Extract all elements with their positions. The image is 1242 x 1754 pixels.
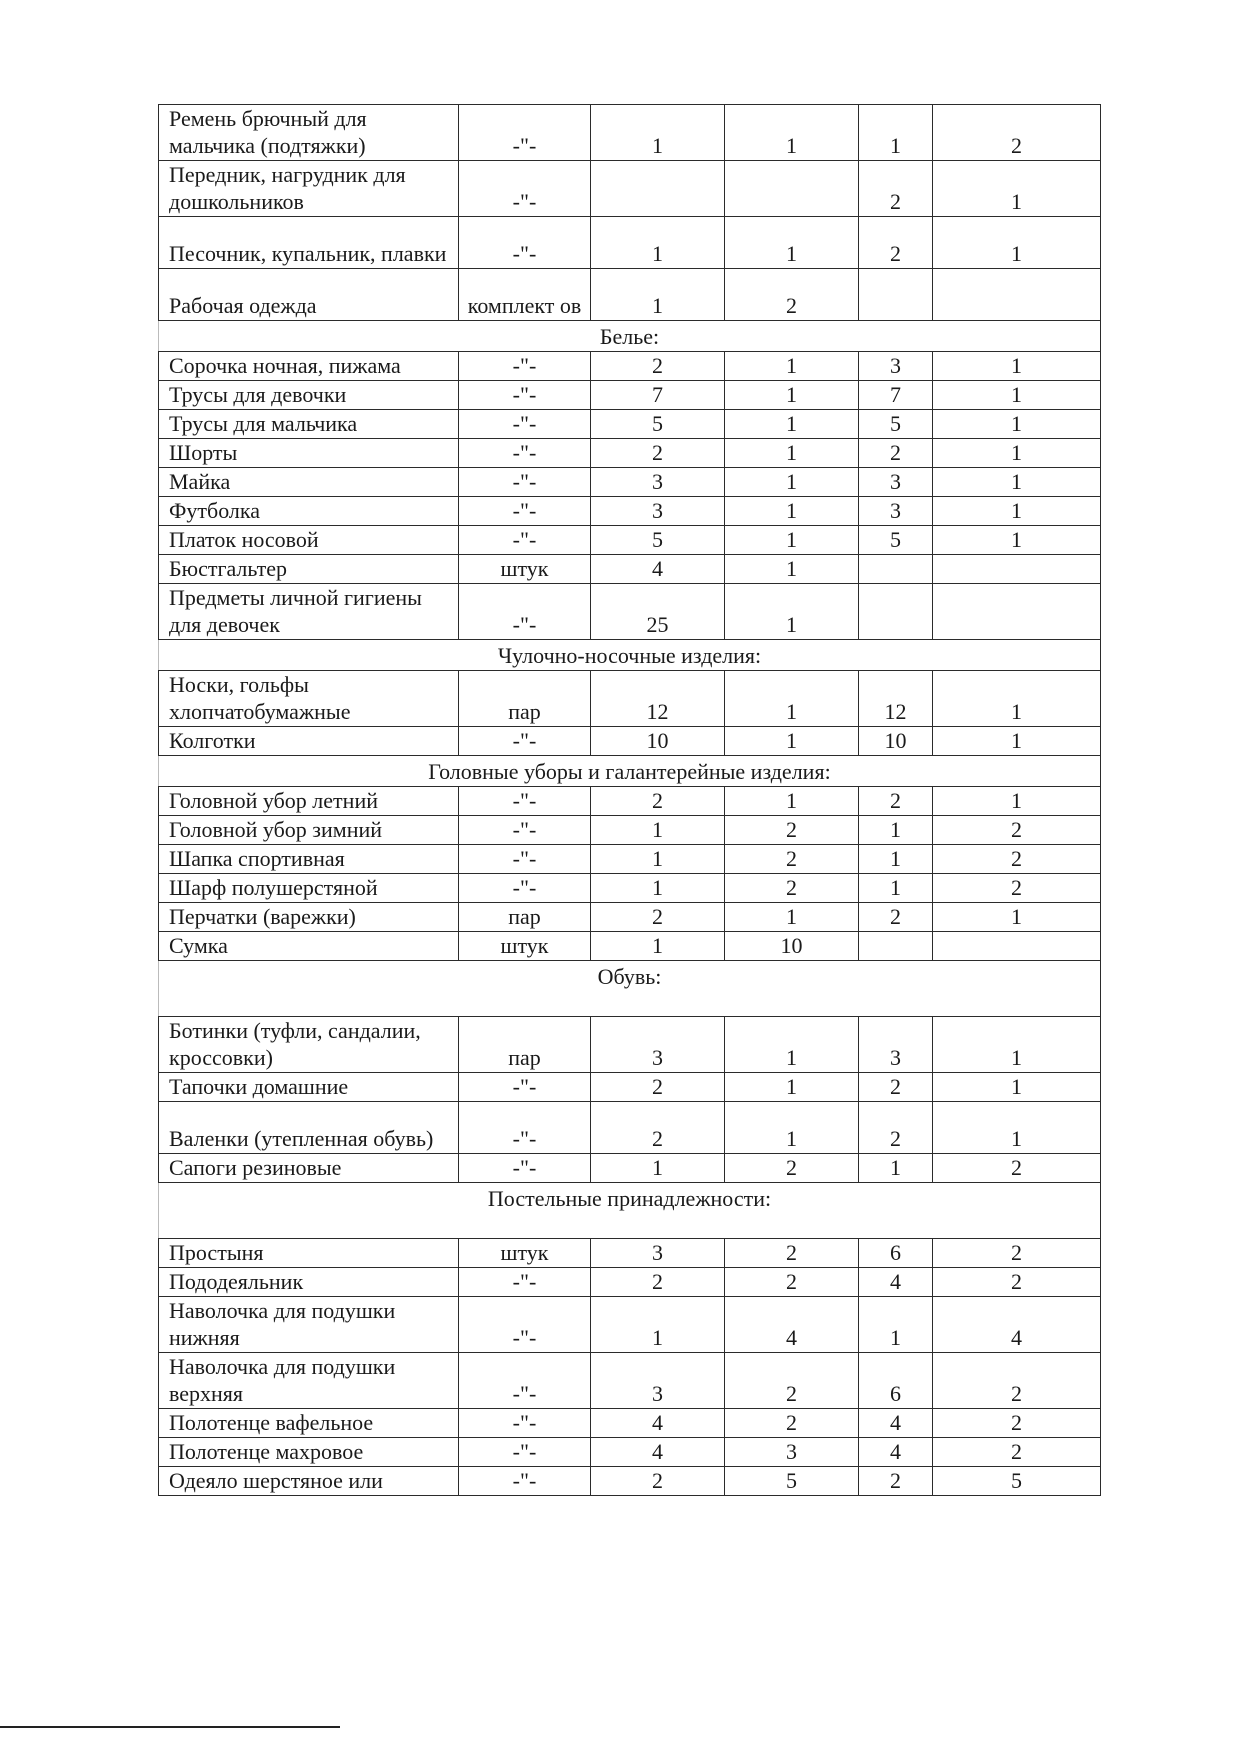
value-cell-3: 2 [859,439,933,468]
item-unit: пар [459,903,591,932]
item-unit: -"- [459,845,591,874]
item-name: Передник, нагрудник для дошкольников [159,161,459,217]
value-cell-4: 2 [933,845,1101,874]
table-row [159,903,1101,932]
table-row [159,555,1101,584]
value-cell-4: 1 [933,381,1101,410]
value-cell-4: 5 [933,1467,1101,1496]
item-unit: -"- [459,1297,591,1353]
item-name: Колготки [159,727,459,756]
table-row [159,217,1101,269]
value-cell-2: 1 [725,1017,859,1073]
value-cell-4: 1 [933,1073,1101,1102]
table-row [159,727,1101,756]
item-unit: -"- [459,1409,591,1438]
value-cell-2: 1 [725,903,859,932]
table-row [159,932,1101,961]
norms-table-body [159,105,1101,1496]
value-cell-3 [859,555,933,584]
value-cell-2: 2 [725,874,859,903]
value-cell-3: 1 [859,1154,933,1183]
value-cell-1: 2 [591,1467,725,1496]
value-cell-1 [591,161,725,217]
item-unit: штук [459,555,591,584]
item-unit: -"- [459,874,591,903]
value-cell-3: 3 [859,468,933,497]
value-cell-2: 2 [725,1268,859,1297]
item-unit: -"- [459,381,591,410]
value-cell-4: 1 [933,497,1101,526]
value-cell-1: 3 [591,497,725,526]
value-cell-2: 3 [725,1438,859,1467]
table-row [159,671,1101,727]
value-cell-4: 2 [933,1353,1101,1409]
norms-table [158,104,1101,1496]
value-cell-3: 5 [859,526,933,555]
table-row [159,1438,1101,1467]
value-cell-1: 1 [591,932,725,961]
value-cell-4: 2 [933,874,1101,903]
item-unit: -"- [459,1353,591,1409]
table-row [159,787,1101,816]
value-cell-2: 2 [725,1353,859,1409]
value-cell-2: 1 [725,584,859,640]
item-unit: -"- [459,1467,591,1496]
table-row [159,816,1101,845]
item-name: Бюстгальтер [159,555,459,584]
value-cell-2: 1 [725,727,859,756]
section-row [159,961,1101,1017]
value-cell-2: 2 [725,845,859,874]
value-cell-1: 5 [591,410,725,439]
item-name: Головной убор зимний [159,816,459,845]
item-name: Наволочка для подушки нижняя [159,1297,459,1353]
table-row [159,584,1101,640]
value-cell-1: 2 [591,1102,725,1154]
value-cell-1: 12 [591,671,725,727]
value-cell-4: 1 [933,410,1101,439]
table-row [159,1353,1101,1409]
value-cell-2: 1 [725,381,859,410]
value-cell-4: 2 [933,816,1101,845]
value-cell-2: 1 [725,1102,859,1154]
value-cell-4: 1 [933,468,1101,497]
value-cell-3: 6 [859,1353,933,1409]
table-row [159,410,1101,439]
value-cell-4 [933,269,1101,321]
item-unit: -"- [459,1154,591,1183]
item-unit: -"- [459,410,591,439]
item-name: Полотенце вафельное [159,1409,459,1438]
item-name: Шапка спортивная [159,845,459,874]
value-cell-2: 1 [725,439,859,468]
value-cell-1: 2 [591,903,725,932]
table-row [159,1154,1101,1183]
value-cell-4: 1 [933,526,1101,555]
value-cell-1: 4 [591,1409,725,1438]
item-unit: комплект ов [459,269,591,321]
item-name: Сумка [159,932,459,961]
value-cell-3: 6 [859,1239,933,1268]
value-cell-3: 3 [859,1017,933,1073]
value-cell-2: 2 [725,269,859,321]
value-cell-2: 10 [725,932,859,961]
value-cell-4: 1 [933,352,1101,381]
value-cell-2: 2 [725,1239,859,1268]
value-cell-4: 2 [933,1154,1101,1183]
value-cell-4: 1 [933,1017,1101,1073]
value-cell-2: 1 [725,671,859,727]
table-row [159,1297,1101,1353]
table-row [159,1239,1101,1268]
value-cell-3: 2 [859,1102,933,1154]
item-unit: -"- [459,584,591,640]
value-cell-1: 2 [591,1073,725,1102]
value-cell-1: 3 [591,468,725,497]
value-cell-4: 2 [933,1268,1101,1297]
table-row [159,497,1101,526]
value-cell-2: 1 [725,217,859,269]
item-name: Трусы для девочки [159,381,459,410]
section-row [159,756,1101,787]
item-name: Ботинки (туфли, сандалии, кроссовки) [159,1017,459,1073]
value-cell-4: 1 [933,217,1101,269]
table-row [159,1102,1101,1154]
section-title: Обувь: [159,961,1101,1017]
section-row [159,321,1101,352]
value-cell-3: 1 [859,874,933,903]
item-name: Головной убор летний [159,787,459,816]
value-cell-3: 12 [859,671,933,727]
value-cell-4: 1 [933,161,1101,217]
value-cell-3: 1 [859,1297,933,1353]
value-cell-2 [725,161,859,217]
page-bottom-rule [0,1726,340,1728]
value-cell-3: 2 [859,161,933,217]
item-unit: -"- [459,1102,591,1154]
value-cell-3: 4 [859,1438,933,1467]
item-name: Простыня [159,1239,459,1268]
value-cell-3: 2 [859,1073,933,1102]
value-cell-1: 7 [591,381,725,410]
item-unit: штук [459,1239,591,1268]
item-unit: -"- [459,217,591,269]
value-cell-3: 3 [859,352,933,381]
value-cell-3 [859,584,933,640]
value-cell-3: 7 [859,381,933,410]
value-cell-4: 2 [933,1438,1101,1467]
value-cell-2: 1 [725,105,859,161]
value-cell-1: 2 [591,439,725,468]
table-row [159,1017,1101,1073]
item-unit: -"- [459,727,591,756]
value-cell-1: 10 [591,727,725,756]
item-name: Предметы личной гигиены для девочек [159,584,459,640]
table-row [159,526,1101,555]
value-cell-2: 1 [725,468,859,497]
item-name: Пододеяльник [159,1268,459,1297]
value-cell-2: 1 [725,787,859,816]
item-name: Валенки (утепленная обувь) [159,1102,459,1154]
item-name: Сапоги резиновые [159,1154,459,1183]
item-unit: -"- [459,105,591,161]
item-name: Носки, гольфы хлопчатобумажные [159,671,459,727]
value-cell-2: 1 [725,352,859,381]
value-cell-4: 2 [933,1409,1101,1438]
table-row [159,105,1101,161]
item-name: Трусы для мальчика [159,410,459,439]
value-cell-4: 1 [933,727,1101,756]
item-name: Платок носовой [159,526,459,555]
value-cell-1: 1 [591,874,725,903]
value-cell-1: 4 [591,555,725,584]
table-row [159,845,1101,874]
item-name: Ремень брючный для мальчика (подтяжки) [159,105,459,161]
table-row [159,1073,1101,1102]
value-cell-3: 5 [859,410,933,439]
item-name: Полотенце махровое [159,1438,459,1467]
value-cell-2: 1 [725,555,859,584]
value-cell-2: 1 [725,497,859,526]
table-row [159,874,1101,903]
item-name: Шорты [159,439,459,468]
value-cell-4: 1 [933,671,1101,727]
value-cell-4: 1 [933,439,1101,468]
section-title: Головные уборы и галантерейные изделия: [159,756,1101,787]
value-cell-1: 3 [591,1017,725,1073]
value-cell-3: 3 [859,497,933,526]
table-row [159,352,1101,381]
value-cell-1: 1 [591,1297,725,1353]
section-row [159,640,1101,671]
table-row [159,381,1101,410]
item-unit: пар [459,1017,591,1073]
value-cell-1: 5 [591,526,725,555]
value-cell-1: 2 [591,352,725,381]
value-cell-3: 4 [859,1268,933,1297]
item-unit: -"- [459,787,591,816]
value-cell-2: 2 [725,816,859,845]
value-cell-3 [859,932,933,961]
item-name: Одеяло шерстяное или [159,1467,459,1496]
value-cell-4: 2 [933,105,1101,161]
value-cell-3 [859,269,933,321]
item-name: Сорочка ночная, пижама [159,352,459,381]
value-cell-4: 2 [933,1239,1101,1268]
value-cell-4 [933,584,1101,640]
value-cell-1: 2 [591,787,725,816]
value-cell-2: 1 [725,1073,859,1102]
value-cell-3: 1 [859,845,933,874]
value-cell-4: 1 [933,1102,1101,1154]
value-cell-4 [933,555,1101,584]
value-cell-3: 1 [859,105,933,161]
value-cell-2: 1 [725,526,859,555]
value-cell-1: 1 [591,816,725,845]
value-cell-2: 2 [725,1409,859,1438]
table-row [159,161,1101,217]
value-cell-3: 4 [859,1409,933,1438]
item-name: Футболка [159,497,459,526]
value-cell-2: 2 [725,1154,859,1183]
value-cell-1: 3 [591,1239,725,1268]
item-unit: -"- [459,1073,591,1102]
item-unit: -"- [459,497,591,526]
value-cell-3: 10 [859,727,933,756]
table-row [159,1409,1101,1438]
item-unit: -"- [459,161,591,217]
value-cell-1: 3 [591,1353,725,1409]
item-name: Песочник, купальник, плавки [159,217,459,269]
item-unit: -"- [459,468,591,497]
item-name: Наволочка для подушки верхняя [159,1353,459,1409]
item-name: Тапочки домашние [159,1073,459,1102]
value-cell-3: 2 [859,1467,933,1496]
value-cell-1: 1 [591,269,725,321]
value-cell-3: 1 [859,816,933,845]
value-cell-3: 2 [859,903,933,932]
value-cell-1: 25 [591,584,725,640]
table-row [159,269,1101,321]
item-name: Шарф полушерстяной [159,874,459,903]
section-title: Постельные принадлежности: [159,1183,1101,1239]
item-unit: -"- [459,1438,591,1467]
section-row [159,1183,1101,1239]
value-cell-3: 2 [859,787,933,816]
item-unit: пар [459,671,591,727]
value-cell-3: 2 [859,217,933,269]
value-cell-1: 1 [591,845,725,874]
value-cell-4 [933,932,1101,961]
value-cell-1: 2 [591,1268,725,1297]
value-cell-1: 1 [591,1154,725,1183]
value-cell-2: 5 [725,1467,859,1496]
value-cell-1: 1 [591,105,725,161]
value-cell-2: 1 [725,410,859,439]
item-name: Перчатки (варежки) [159,903,459,932]
item-unit: -"- [459,816,591,845]
item-name: Майка [159,468,459,497]
section-title: Чулочно-носочные изделия: [159,640,1101,671]
item-unit: -"- [459,439,591,468]
item-unit: -"- [459,1268,591,1297]
section-title: Белье: [159,321,1101,352]
table-row [159,1268,1101,1297]
table-row [159,468,1101,497]
value-cell-1: 4 [591,1438,725,1467]
item-unit: штук [459,932,591,961]
item-unit: -"- [459,352,591,381]
table-row [159,439,1101,468]
value-cell-2: 4 [725,1297,859,1353]
value-cell-1: 1 [591,217,725,269]
item-unit: -"- [459,526,591,555]
value-cell-4: 4 [933,1297,1101,1353]
value-cell-4: 1 [933,787,1101,816]
value-cell-4: 1 [933,903,1101,932]
item-name: Рабочая одежда [159,269,459,321]
table-row [159,1467,1101,1496]
